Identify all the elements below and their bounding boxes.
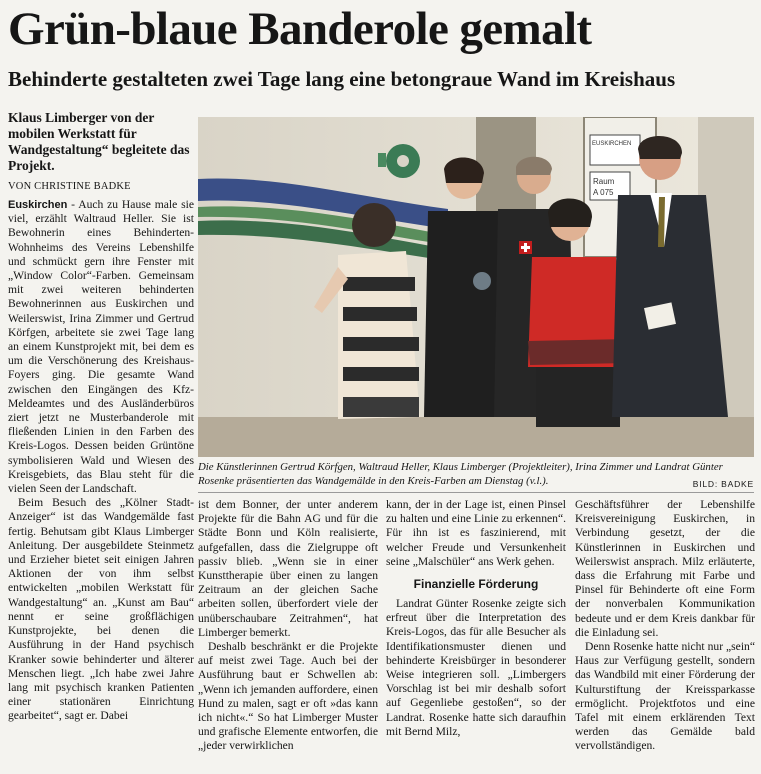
paragraph: Landrat Günter Rosenke zeigte sich erfreut über die Interpretation des Kreis-Logos, das für alle Besucher als Identifikationsmuster dienen und behinderte Kreisbürger in besonderer Weise integrieren soll. „Limbergers Vorschlag ist bei mir deshalb sofort auf Gegenliebe gestoßen“, so der Landrat. Rosenke hatte sich daraufhin mit Bernd Milz,: [386, 597, 566, 738]
article-body-col3: [386, 498, 566, 739]
article-byline: VON CHRISTINE BADKE: [8, 181, 131, 192]
article-subheadline: Behinderte gestalteten zwei Tage lang eine betongraue Wand im Kreishaus: [8, 67, 676, 91]
sign-text: Raum: [593, 177, 615, 186]
paragraph: Deshalb beschränkt er die Projekte auf meist zwei Tage. Auch bei der Ausführung baut er Schwellen ab: „Wenn ich jemanden auffordere, einen Hund zu malen, sagt er oft »das kann ich nicht«.“ So hat Limberger Muster und grafische Elemente entworfen, die „jeder verwirklichen: [198, 640, 378, 753]
paragraph: Beim Besuch des „Kölner Stadt-Anzeiger“ ist das Wandgemälde fast fertig. Behutsam gibt Klaus Limberger Anleitung. Der ausgebildete Steinmetz und Erzieher bietet seit einigen Jahren Aktionen der von ihm selbst entwickelten „mobilen Werkstatt für Wandgestaltung“ an. „Kunst am Bau“ nennt er seine großflächigen Kunstprojekte, bei denen die Ausführung in der Hand psychisch Kranker sowie behinderter und älterer Menschen liegt. „Ich habe zwei Jahre lang mit psychisch kranken Patienten einer stationären Einrichtung gearbeitet“, sagt er. Dabei: [8, 496, 194, 723]
sign-text: A 075: [593, 188, 614, 197]
paragraph: ist dem Bonner, der unter anderem Projekte für die Bahn AG und für die Städte Bonn und Köln realisierte, aufgefallen, dass die Zielgruppe oft passiv blieb. „Wenn sie in einer Kunsttherapie über einen zu langen Zeitraum an der gleichen Sache arbeiten sollen, überfordert viele der unüberschaubare Zeitrahmen“, hat Limberger bemerkt.: [198, 498, 378, 639]
caption-divider: [198, 492, 754, 493]
paragraph: kann, der in der Lage ist, einen Pinsel zu halten und eine Linie zu erkennen“. Für ihn ist es faszinierend, mit welcher Freude und Versunkenheit seine „Malschüler“ ans Werk gehen.: [386, 498, 566, 568]
sign-text: EUSKIRCHEN: [592, 141, 632, 147]
photo-credit: BILD: BADKE: [692, 478, 754, 489]
article-body-col4: [575, 498, 755, 754]
paragraph-text: - Auch zu Hause male sie viel, erzählt Waltraud Heller. Sie ist Bewohnerin eines Behinderten-Wohnheims des Vereins Lebenshilfe und schmückt gern ihre Fenster mit „Window Color“-Farben. Gemeinsam mit zwei weiteren behinderten Bewohnerinnen aus Euskirchen und Weilerswist, Irina Zimmer und Gertrud Körfgen, arbeitete sie zwei Tage lang an einem Kunstprojekt mit, bei dem es um die Verschönerung des Kreishaus-Foyers ging. Die gesamte Wand zwischen den Eingängen des Kfz-Meldeamtes und des Ausländerbüros ziert jetzt ne Musterbanderole mit fließenden Linien in den Farben des Kreis-Logos. Dessen beiden Grüntöne symbolisieren Wald und Wiesen des Kreisgebiets, das Blau steht für die vielen Seen der Landschaft.: [8, 198, 194, 496]
article-headline: Grün-blaue Banderole gemalt: [8, 3, 592, 55]
article-photo: [198, 117, 754, 457]
dateline: Euskirchen: [8, 199, 68, 211]
paragraph: [8, 198, 194, 496]
caption-text: Die Künstlerinnen Gertrud Körfgen, Waltraud Heller, Klaus Limberger (Projektleiter), Irina Zimmer und Landrat Günter Rosenke präsentierten das Wandgemälde in den Kreis-Farben am Dienstag (v.l.).: [198, 461, 723, 487]
paragraph: Denn Rosenke hatte nicht nur „sein“ Haus zur Verfügung gestellt, sondern das Wandbild mit einer Förderung der Kulturstiftung der Kreissparkasse ermöglicht. Projektfotos und eine Tafel mit einem erklärenden Text werden das Gemälde bald vervollständigen.: [575, 640, 755, 753]
photo-caption: [198, 461, 754, 491]
section-subhead: Finanzielle Förderung: [413, 577, 539, 592]
article-body-col2: [198, 498, 378, 754]
photo-illustration: [198, 117, 754, 457]
paragraph: Geschäftsführer der Lebenshilfe Kreisvereinigung Euskirchen, in Verbindung gesetzt, der die Künstlerinnen in Euskirchen und Weilerswist ansprach. Milz erläuterte, dass die Erfahrung mit Farbe und Pinsel für Behinderte oft eine Form der nonverbalen Kommunikation bedeute und er dem Kreis dankbar für die Einladung sei.: [575, 498, 755, 639]
article-teaser: Klaus Limberger von der mobilen Werkstatt für Wandgestaltung“ begleitete das Projekt.: [8, 110, 190, 173]
article-column-1: [8, 110, 194, 724]
article-body-col1: [8, 198, 194, 724]
